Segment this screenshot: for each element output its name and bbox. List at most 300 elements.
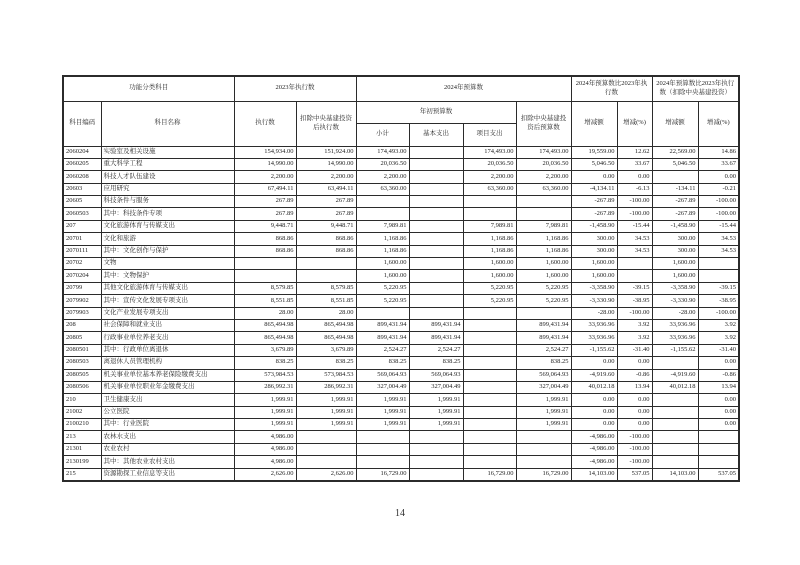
- cell-basic-expenditure: [409, 258, 463, 270]
- cell-project-expenditure: 16,729.00: [463, 468, 516, 480]
- cell-execution-net: 28.00: [296, 307, 356, 319]
- cell-budget-net: 327,004.49: [516, 381, 571, 393]
- subject-code-cell: 2060205: [63, 158, 101, 170]
- cell-budget-net: 1,600.00: [516, 258, 571, 270]
- cell-delta-percent-1: -100.00: [617, 307, 652, 319]
- cell-delta-amount-2: 33,936.96: [652, 319, 698, 331]
- cell-delta-amount-2: -267.89: [652, 196, 698, 208]
- cell-project-expenditure: [463, 369, 516, 381]
- cell-subtotal: 63,360.00: [356, 183, 409, 195]
- cell-delta-percent-1: -15.44: [617, 220, 652, 232]
- cell-project-expenditure: [463, 431, 516, 443]
- cell-delta-percent-1: 12.62: [617, 146, 652, 158]
- subject-code-cell: 2130199: [63, 456, 101, 468]
- cell-delta-amount-1: 1,600.00: [571, 270, 617, 282]
- cell-delta-amount-2: [652, 419, 698, 431]
- subject-code-cell: 20805: [63, 332, 101, 344]
- cell-execution: 267.89: [234, 208, 296, 220]
- subject-code-cell: 20701: [63, 233, 101, 245]
- table-row: [63, 431, 739, 443]
- cell-execution: 1,999.91: [234, 394, 296, 406]
- table-row: [63, 369, 739, 381]
- table-row: [63, 295, 739, 307]
- table-row: [63, 381, 739, 393]
- cell-delta-percent-1: 537.05: [617, 468, 652, 480]
- cell-execution-net: 1,999.91: [296, 419, 356, 431]
- cell-delta-percent-2: 34.53: [698, 245, 739, 257]
- cell-budget-net: 20,036.50: [516, 158, 571, 170]
- header-2024-budget-group: 2024年预算数: [356, 76, 571, 101]
- cell-delta-amount-1: -1,458.90: [571, 220, 617, 232]
- cell-project-expenditure: [463, 394, 516, 406]
- cell-project-expenditure: [463, 456, 516, 468]
- cell-budget-net: [516, 196, 571, 208]
- cell-execution: 154,934.00: [234, 146, 296, 158]
- cell-project-expenditure: [463, 344, 516, 356]
- cell-delta-amount-2: -1,155.62: [652, 344, 698, 356]
- header-compare-net-group: 2024年预算数比2023年执行数（扣除中央基建投资）: [652, 76, 739, 101]
- cell-delta-amount-1: 300.00: [571, 245, 617, 257]
- cell-subtotal: 20,036.50: [356, 158, 409, 170]
- subject-name-cell: 其中：文物保护: [101, 270, 234, 282]
- cell-delta-percent-2: -38.95: [698, 295, 739, 307]
- cell-execution: 67,494.11: [234, 183, 296, 195]
- cell-basic-expenditure: [409, 307, 463, 319]
- cell-basic-expenditure: [409, 431, 463, 443]
- cell-subtotal: 2,200.00: [356, 171, 409, 183]
- header-budget-net: 扣除中央基建投资后预算数: [516, 101, 571, 146]
- cell-delta-percent-1: 34.53: [617, 233, 652, 245]
- header-row-groups: [63, 76, 739, 101]
- cell-delta-amount-1: -267.89: [571, 196, 617, 208]
- cell-project-expenditure: [463, 319, 516, 331]
- cell-execution-net: 3,679.89: [296, 344, 356, 356]
- header-subtotal: 小计: [356, 123, 409, 146]
- cell-delta-amount-2: 300.00: [652, 233, 698, 245]
- subject-code-cell: 2079903: [63, 307, 101, 319]
- table-row: [63, 332, 739, 344]
- subject-name-cell: 社会保障和就业支出: [101, 319, 234, 331]
- cell-delta-amount-2: -28.00: [652, 307, 698, 319]
- cell-execution: 868.86: [234, 245, 296, 257]
- table-row: [63, 344, 739, 356]
- cell-delta-amount-1: 300.00: [571, 233, 617, 245]
- subject-code-cell: 2080506: [63, 381, 101, 393]
- cell-delta-percent-2: -100.00: [698, 208, 739, 220]
- cell-subtotal: 2,524.27: [356, 344, 409, 356]
- cell-project-expenditure: 1,168.86: [463, 245, 516, 257]
- subject-code-cell: 21301: [63, 443, 101, 455]
- cell-delta-amount-1: -1,155.62: [571, 344, 617, 356]
- cell-basic-expenditure: 569,064.93: [409, 369, 463, 381]
- cell-project-expenditure: 20,036.50: [463, 158, 516, 170]
- page-number: 14: [395, 508, 405, 519]
- subject-code-cell: 208: [63, 319, 101, 331]
- cell-delta-amount-2: -3,330.90: [652, 295, 698, 307]
- subject-name-cell: 文物: [101, 258, 234, 270]
- cell-delta-amount-1: 0.00: [571, 406, 617, 418]
- cell-delta-amount-1: 5,046.50: [571, 158, 617, 170]
- cell-execution: 4,986.00: [234, 443, 296, 455]
- cell-project-expenditure: [463, 443, 516, 455]
- subject-code-cell: 2080503: [63, 357, 101, 369]
- cell-delta-amount-2: [652, 171, 698, 183]
- cell-subtotal: 1,168.86: [356, 233, 409, 245]
- cell-delta-amount-2: [652, 456, 698, 468]
- cell-project-expenditure: 1,168.86: [463, 233, 516, 245]
- cell-budget-net: [516, 208, 571, 220]
- cell-subtotal: 5,220.95: [356, 282, 409, 294]
- cell-delta-percent-1: -100.00: [617, 196, 652, 208]
- subject-code-cell: 20605: [63, 196, 101, 208]
- cell-delta-amount-2: [652, 443, 698, 455]
- cell-execution: 868.86: [234, 233, 296, 245]
- cell-subtotal: 7,989.81: [356, 220, 409, 232]
- header-compare-execution-group: 2024年预算数比2023年执行数: [571, 76, 652, 101]
- table-row: [63, 233, 739, 245]
- cell-delta-amount-1: 40,012.18: [571, 381, 617, 393]
- header-row-columns: [63, 101, 739, 123]
- table-row: [63, 245, 739, 257]
- cell-delta-percent-1: 3.92: [617, 319, 652, 331]
- cell-project-expenditure: [463, 419, 516, 431]
- subject-code-cell: 21002: [63, 406, 101, 418]
- cell-subtotal: [356, 196, 409, 208]
- cell-delta-percent-1: -100.00: [617, 443, 652, 455]
- cell-subtotal: 1,600.00: [356, 258, 409, 270]
- cell-basic-expenditure: [409, 468, 463, 480]
- cell-execution-net: 267.89: [296, 208, 356, 220]
- cell-project-expenditure: 5,220.95: [463, 295, 516, 307]
- cell-delta-percent-1: -31.40: [617, 344, 652, 356]
- cell-execution: 9,448.71: [234, 220, 296, 232]
- cell-budget-net: 63,360.00: [516, 183, 571, 195]
- cell-project-expenditure: 1,600.00: [463, 270, 516, 282]
- cell-basic-expenditure: [409, 233, 463, 245]
- cell-project-expenditure: 1,600.00: [463, 258, 516, 270]
- cell-basic-expenditure: [409, 158, 463, 170]
- subject-code-cell: 207: [63, 220, 101, 232]
- subject-code-cell: 210: [63, 394, 101, 406]
- subject-name-cell: 机关事业单位基本养老保险缴费支出: [101, 369, 234, 381]
- cell-execution: 865,494.98: [234, 319, 296, 331]
- cell-delta-percent-1: 0.00: [617, 357, 652, 369]
- cell-execution: 286,992.31: [234, 381, 296, 393]
- cell-project-expenditure: [463, 196, 516, 208]
- subject-code-cell: 2080501: [63, 344, 101, 356]
- subject-code-cell: 20799: [63, 282, 101, 294]
- cell-subtotal: 1,999.91: [356, 419, 409, 431]
- cell-delta-percent-2: 14.86: [698, 146, 739, 158]
- subject-name-cell: 实验室及相关设施: [101, 146, 234, 158]
- cell-execution-net: 838.25: [296, 357, 356, 369]
- cell-basic-expenditure: [409, 220, 463, 232]
- subject-name-cell: 其中：行业医院: [101, 419, 234, 431]
- cell-delta-percent-1: -38.95: [617, 295, 652, 307]
- cell-project-expenditure: [463, 332, 516, 344]
- cell-budget-net: 899,431.94: [516, 319, 571, 331]
- header-project-expenditure: 项目支出: [463, 123, 516, 146]
- cell-execution-net: 2,200.00: [296, 171, 356, 183]
- cell-basic-expenditure: [409, 196, 463, 208]
- cell-delta-amount-1: -4,986.00: [571, 443, 617, 455]
- cell-delta-amount-1: -4,986.00: [571, 431, 617, 443]
- cell-delta-amount-1: 14,103.00: [571, 468, 617, 480]
- cell-basic-expenditure: 1,999.91: [409, 394, 463, 406]
- subject-name-cell: 其他文化旅游体育与传媒支出: [101, 282, 234, 294]
- cell-subtotal: [356, 456, 409, 468]
- cell-budget-net: 569,064.93: [516, 369, 571, 381]
- cell-delta-percent-2: 537.05: [698, 468, 739, 480]
- cell-project-expenditure: [463, 406, 516, 418]
- cell-delta-percent-1: 0.00: [617, 419, 652, 431]
- table-row: [63, 220, 739, 232]
- cell-execution-net: 151,924.00: [296, 146, 356, 158]
- header-subject-code: 科目编码: [63, 101, 101, 146]
- cell-subtotal: 5,220.95: [356, 295, 409, 307]
- cell-execution: 838.25: [234, 357, 296, 369]
- header-execution-net: 扣除中央基建投资后执行数: [296, 101, 356, 146]
- cell-execution: 865,494.98: [234, 332, 296, 344]
- cell-budget-net: 1,999.91: [516, 419, 571, 431]
- cell-delta-amount-2: 22,569.00: [652, 146, 698, 158]
- cell-delta-percent-2: -100.00: [698, 307, 739, 319]
- cell-execution: 2,200.00: [234, 171, 296, 183]
- cell-delta-percent-1: -100.00: [617, 208, 652, 220]
- cell-subtotal: 174,493.00: [356, 146, 409, 158]
- cell-delta-amount-2: 33,936.96: [652, 332, 698, 344]
- cell-delta-amount-1: 0.00: [571, 394, 617, 406]
- header-execution: 执行数: [234, 101, 296, 146]
- subject-code-cell: 2100210: [63, 419, 101, 431]
- table-row: [63, 208, 739, 220]
- cell-execution-net: 2,626.00: [296, 468, 356, 480]
- cell-execution-net: 267.89: [296, 196, 356, 208]
- table-row: [63, 146, 739, 158]
- cell-execution-net: 868.86: [296, 245, 356, 257]
- cell-delta-amount-2: 1,600.00: [652, 270, 698, 282]
- table-row: [63, 171, 739, 183]
- cell-basic-expenditure: [409, 146, 463, 158]
- header-delta-percent-1: 增减(%): [617, 101, 652, 146]
- cell-delta-percent-2: [698, 431, 739, 443]
- cell-delta-percent-2: -15.44: [698, 220, 739, 232]
- cell-budget-net: [516, 443, 571, 455]
- cell-project-expenditure: 174,493.00: [463, 146, 516, 158]
- cell-basic-expenditure: [409, 443, 463, 455]
- table-row: [63, 319, 739, 331]
- subject-code-cell: 2070111: [63, 245, 101, 257]
- subject-name-cell: 其中：其他农业农村支出: [101, 456, 234, 468]
- cell-basic-expenditure: [409, 245, 463, 257]
- cell-budget-net: 2,200.00: [516, 171, 571, 183]
- cell-delta-amount-2: -134.11: [652, 183, 698, 195]
- cell-basic-expenditure: 899,431.94: [409, 332, 463, 344]
- subject-code-cell: 215: [63, 468, 101, 480]
- cell-subtotal: 16,729.00: [356, 468, 409, 480]
- subject-name-cell: 机关事业单位职业年金缴费支出: [101, 381, 234, 393]
- cell-delta-percent-2: -0.21: [698, 183, 739, 195]
- cell-delta-percent-1: -100.00: [617, 431, 652, 443]
- cell-delta-percent-2: 34.53: [698, 233, 739, 245]
- cell-project-expenditure: 7,989.81: [463, 220, 516, 232]
- table-row: [63, 394, 739, 406]
- cell-delta-amount-2: [652, 357, 698, 369]
- cell-budget-net: 1,999.91: [516, 394, 571, 406]
- cell-delta-amount-2: [652, 394, 698, 406]
- cell-delta-amount-2: 14,103.00: [652, 468, 698, 480]
- cell-delta-amount-1: 1,600.00: [571, 258, 617, 270]
- cell-delta-percent-1: -100.00: [617, 456, 652, 468]
- cell-delta-amount-1: -4,134.11: [571, 183, 617, 195]
- table-row: [63, 456, 739, 468]
- cell-execution: 14,990.00: [234, 158, 296, 170]
- header-delta-percent-2: 增减(%): [698, 101, 739, 146]
- cell-budget-net: [516, 431, 571, 443]
- subject-code-cell: 2080505: [63, 369, 101, 381]
- cell-budget-net: 899,431.94: [516, 332, 571, 344]
- subject-name-cell: 科技人才队伍建设: [101, 171, 234, 183]
- header-2023-execution-group: 2023年执行数: [234, 76, 356, 101]
- cell-delta-amount-1: 0.00: [571, 357, 617, 369]
- cell-delta-amount-2: 300.00: [652, 245, 698, 257]
- cell-project-expenditure: [463, 307, 516, 319]
- subject-name-cell: 重大科学工程: [101, 158, 234, 170]
- cell-basic-expenditure: [409, 171, 463, 183]
- subject-name-cell: 离退休人员管理机构: [101, 357, 234, 369]
- cell-delta-amount-1: -28.00: [571, 307, 617, 319]
- cell-execution-net: [296, 443, 356, 455]
- subject-name-cell: 应用研究: [101, 183, 234, 195]
- cell-subtotal: 1,999.91: [356, 406, 409, 418]
- cell-budget-net: 7,989.81: [516, 220, 571, 232]
- cell-project-expenditure: 63,360.00: [463, 183, 516, 195]
- cell-basic-expenditure: [409, 282, 463, 294]
- cell-delta-percent-1: 0.00: [617, 394, 652, 406]
- cell-execution-net: 865,494.98: [296, 332, 356, 344]
- subject-name-cell: 科技条件与服务: [101, 196, 234, 208]
- cell-delta-amount-2: [652, 406, 698, 418]
- cell-project-expenditure: [463, 357, 516, 369]
- subject-name-cell: 行政事业单位养老支出: [101, 332, 234, 344]
- table-row: [63, 357, 739, 369]
- cell-delta-percent-2: [698, 456, 739, 468]
- cell-delta-percent-2: -0.86: [698, 369, 739, 381]
- table-row: [63, 270, 739, 282]
- table-row: [63, 406, 739, 418]
- cell-delta-amount-1: -3,358.90: [571, 282, 617, 294]
- cell-delta-percent-2: -31.40: [698, 344, 739, 356]
- cell-delta-percent-1: [617, 258, 652, 270]
- subject-name-cell: 资源勘探工业信息等支出: [101, 468, 234, 480]
- cell-execution-net: [296, 431, 356, 443]
- cell-execution-net: [296, 258, 356, 270]
- cell-budget-net: [516, 307, 571, 319]
- cell-delta-amount-2: -3,358.90: [652, 282, 698, 294]
- cell-delta-percent-2: 0.00: [698, 406, 739, 418]
- cell-basic-expenditure: 838.25: [409, 357, 463, 369]
- cell-delta-amount-2: 5,046.50: [652, 158, 698, 170]
- subject-code-cell: 20603: [63, 183, 101, 195]
- cell-basic-expenditure: 1,999.91: [409, 406, 463, 418]
- header-subject-name: 科目名称: [101, 101, 234, 146]
- subject-code-cell: 213: [63, 431, 101, 443]
- header-delta-amount-1: 增减额: [571, 101, 617, 146]
- cell-subtotal: 1,600.00: [356, 270, 409, 282]
- table-row: [63, 419, 739, 431]
- cell-execution: 4,986.00: [234, 456, 296, 468]
- table-row: [63, 282, 739, 294]
- subject-code-cell: 2060503: [63, 208, 101, 220]
- cell-execution: [234, 258, 296, 270]
- header-basic-expenditure: 基本支出: [409, 123, 463, 146]
- cell-subtotal: [356, 307, 409, 319]
- cell-delta-percent-1: 33.67: [617, 158, 652, 170]
- cell-delta-percent-2: 3.92: [698, 319, 739, 331]
- cell-subtotal: 1,999.91: [356, 394, 409, 406]
- cell-execution-net: 14,990.00: [296, 158, 356, 170]
- cell-delta-percent-1: -39.15: [617, 282, 652, 294]
- cell-execution: [234, 270, 296, 282]
- cell-execution: 1,999.91: [234, 406, 296, 418]
- cell-delta-percent-2: 0.00: [698, 419, 739, 431]
- header-delta-amount-2: 增减额: [652, 101, 698, 146]
- cell-project-expenditure: [463, 208, 516, 220]
- cell-delta-percent-2: 13.94: [698, 381, 739, 393]
- cell-delta-percent-2: 0.00: [698, 394, 739, 406]
- cell-execution: 8,579.85: [234, 282, 296, 294]
- cell-delta-amount-2: [652, 431, 698, 443]
- cell-delta-amount-2: 40,012.18: [652, 381, 698, 393]
- subject-code-cell: 2079902: [63, 295, 101, 307]
- cell-delta-percent-1: 34.53: [617, 245, 652, 257]
- cell-execution: 3,679.89: [234, 344, 296, 356]
- cell-delta-percent-1: 3.92: [617, 332, 652, 344]
- cell-delta-amount-1: -267.89: [571, 208, 617, 220]
- cell-execution-net: 865,494.98: [296, 319, 356, 331]
- cell-execution-net: 9,448.71: [296, 220, 356, 232]
- subject-name-cell: 其中：行政单位离退休: [101, 344, 234, 356]
- cell-execution: 573,984.53: [234, 369, 296, 381]
- subject-name-cell: 公立医院: [101, 406, 234, 418]
- subject-code-cell: 2060208: [63, 171, 101, 183]
- cell-basic-expenditure: [409, 295, 463, 307]
- cell-subtotal: 1,168.86: [356, 245, 409, 257]
- cell-execution-net: 1,999.91: [296, 394, 356, 406]
- subject-name-cell: 农业农村: [101, 443, 234, 455]
- header-initial-budget: 年初预算数: [356, 101, 516, 123]
- cell-execution: 28.00: [234, 307, 296, 319]
- cell-budget-net: 2,524.27: [516, 344, 571, 356]
- cell-delta-percent-2: [698, 270, 739, 282]
- subject-name-cell: 农林水支出: [101, 431, 234, 443]
- cell-execution-net: [296, 456, 356, 468]
- subject-name-cell: 其中：宣传文化发展专项支出: [101, 295, 234, 307]
- cell-delta-percent-1: 0.00: [617, 171, 652, 183]
- subject-name-cell: 文化和旅游: [101, 233, 234, 245]
- subject-code-cell: 2070204: [63, 270, 101, 282]
- cell-budget-net: 1,168.86: [516, 233, 571, 245]
- cell-budget-net: 1,600.00: [516, 270, 571, 282]
- cell-subtotal: 569,064.93: [356, 369, 409, 381]
- cell-budget-net: 5,220.95: [516, 295, 571, 307]
- cell-delta-amount-1: -4,919.60: [571, 369, 617, 381]
- cell-basic-expenditure: [409, 208, 463, 220]
- cell-delta-percent-2: -100.00: [698, 196, 739, 208]
- cell-basic-expenditure: 1,999.91: [409, 419, 463, 431]
- cell-delta-percent-1: 13.94: [617, 381, 652, 393]
- cell-basic-expenditure: [409, 183, 463, 195]
